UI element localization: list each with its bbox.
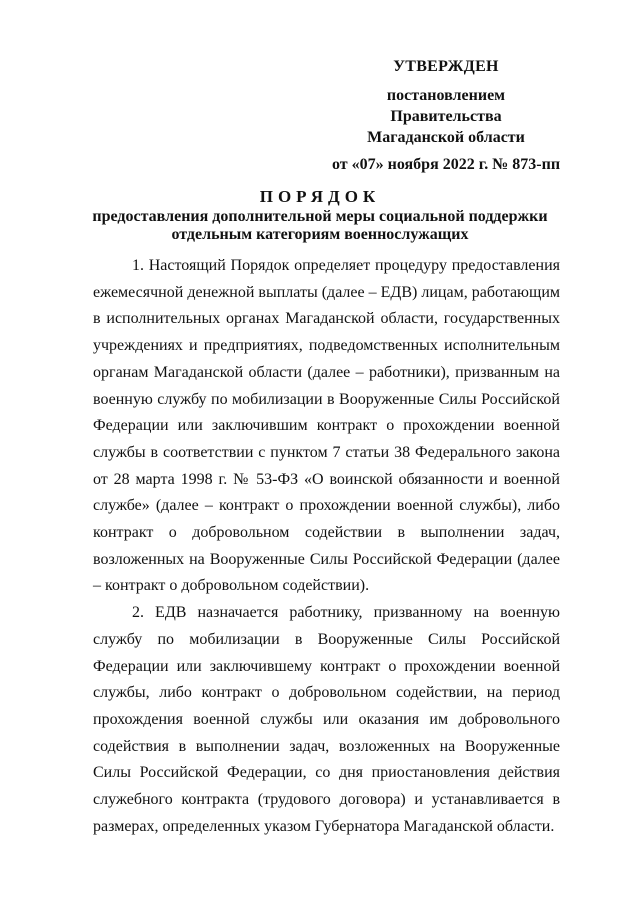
- document-title: ПОРЯДОК: [259, 187, 381, 206]
- document-subtitle: [90, 208, 550, 244]
- approval-stamp: [330, 56, 562, 175]
- approval-line-1: постановлением Правительства: [386, 87, 506, 125]
- paragraph-1: 1. Настоящий Порядок определяет процедуру предоставления ежемесячной денежной выплаты (далее – ЕДВ) лицам, работающим в исполнительных органах Магаданской области, государственных учреждениях и предприятиях, подведомственных исполнительным органам Магаданской области (далее – работники), призванным на военную службу по мобилизации в Вооруженные Силы Российской Федерации или заключившим контракт о прохождении военной службы в соответствии с пунктом 7 статьи 38 Федерального закона от 28 марта 1998 г. № 53-ФЗ «О воинской обязанности и военной службе» (далее – контракт о прохождении военной службы), либо контракт о добровольном содействии в выполнении задач, возложенных на Вооруженные Силы Российской Федерации (далее – контракт о добровольном содействии).: [93, 257, 560, 595]
- approval-title: УТВЕРЖДЕН: [393, 58, 499, 75]
- document-body: [93, 253, 560, 840]
- approval-line-3: от «07» ноября 2022 г. № 873-пп: [331, 156, 561, 173]
- paragraph-2: 2. ЕДВ назначается работнику, призванному на военную службу по мобилизации в Вооруженные Силы Российской Федерации или заключившему контракт о прохождении военной службы, либо контракт о добровольном содействии, на период прохождения военной службы или оказания им добровольного содействия в выполнении задач, возложенных на Вооруженные Силы Российской Федерации, со дня приостановления действия служебного контракта (трудового договора) и устанавливается в размерах, определенных указом Губернатора Магаданской области.: [93, 604, 560, 835]
- subtitle-line-1: предоставления дополнительной меры социальной поддержки: [92, 208, 548, 225]
- subtitle-line-2: отдельным категориям военнослужащих: [171, 226, 469, 243]
- approval-line-2: Магаданской области: [367, 129, 525, 146]
